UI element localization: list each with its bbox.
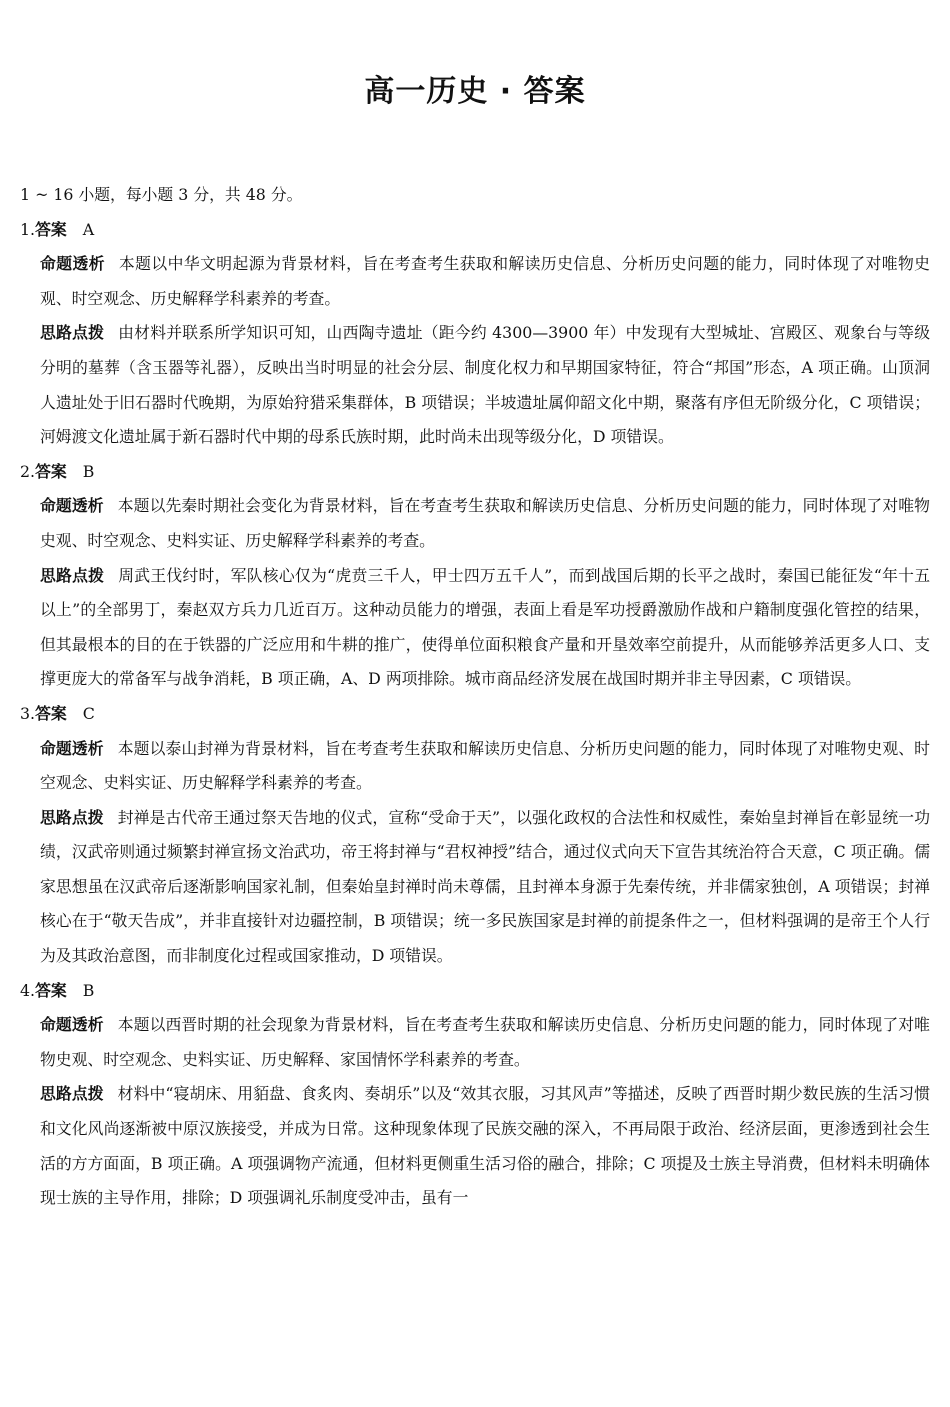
analysis-label: 命题透析 [40,496,104,516]
answer-line [20,455,930,490]
idea-paragraph [20,559,930,697]
question-number: 3. [20,703,36,723]
answer-label: 答案 [35,461,67,481]
analysis-paragraph [20,247,930,316]
page-title: 高一历史 · 答案 [364,74,586,109]
question-number: 2. [20,461,36,481]
idea-label: 思路点拨 [40,1084,104,1104]
idea-paragraph [20,316,930,454]
analysis-label: 命题透析 [40,1015,104,1035]
answer-line [20,213,930,248]
answer-line [20,974,930,1009]
answer-value: B [82,461,95,481]
analysis-text: 本题以先秦时期社会变化为背景材料，旨在考查考生获取和解读历史信息、分析历史问题的能力，同时体现了对唯物史观、时空观念、史料实证、历史解释学科素养的考查。 [40,496,930,550]
analysis-text: 本题以西晋时期的社会现象为背景材料，旨在考查考生获取和解读历史信息、分析历史问题的能力，同时体现了对唯物史观、时空观念、史料实证、历史解释、家国情怀学科素养的考查。 [40,1015,930,1069]
analysis-text: 本题以泰山封禅为背景材料，旨在考查考生获取和解读历史信息、分析历史问题的能力，同时体现了对唯物史观、时空观念、史料实证、历史解释学科素养的考查。 [40,738,930,793]
analysis-paragraph [20,732,930,801]
analysis-text: 本题以中华文明起源为背景材料，旨在考查考生获取和解读历史信息、分析历史问题的能力，同时体现了对唯物史观、时空观念、历史解释学科素养的考查。 [40,254,930,308]
answer-label: 答案 [35,703,67,723]
question-number: 1. [20,219,36,239]
question-block [20,697,930,974]
idea-paragraph [20,1077,930,1215]
question-block [20,455,930,697]
question-number: 4. [20,980,36,1000]
analysis-paragraph [20,1008,930,1077]
analysis-paragraph [20,489,930,558]
idea-text: 周武王伐纣时，军队核心仅为“虎贲三千人，甲士四万五千人”，而到战国后期的长平之战时，秦国已能征发“年十五以上”的全部男丁，秦赵双方兵力几近百万。这种动员能力的增强，表面上看是军功授爵激励作战和户籍制度强化管控的结果，但其最根本的目的在于铁器的广泛应用和牛耕的推广，使得单位面积粮食产量和开垦效率空前提升，从而能够养活更多人口、支撑更庞大的常备军与战争消耗，B 项正确，A、D 两项排除。城市商品经济发展在战国时期并非主导因素，C 项错误。 [40,565,930,689]
answer-value: C [82,703,95,723]
analysis-label: 命题透析 [40,254,105,274]
intro-line [20,178,930,213]
idea-paragraph [20,801,930,974]
answer-value: B [82,980,95,1000]
question-block [20,213,930,455]
answer-line [20,697,930,732]
idea-label: 思路点拨 [40,565,105,585]
idea-text: 封禅是古代帝王通过祭天告地的仪式，宣称“受命于天”，以强化政权的合法性和权威性，秦始皇封禅旨在彰显统一功绩，汉武帝则通过频繁封禅宣扬文治武功，帝王将封禅与“君权神授”结合，通过仪式向天下宣告其统治符合天意，C 项正确。儒家思想虽在汉武帝后逐渐影响国家礼制，但秦始皇封禅时尚未尊儒，且封禅本身源于先秦传统，并非儒家独创，A 项错误；封禅核心在于“敬天告成”，并非直接针对边疆控制，B 项错误；统一多民族国家是封禅的前提条件之一，但材料强调的是帝王个人行为及其政治意图，而非制度化过程或国家推动，D 项错误。 [40,807,930,966]
answer-value: A [82,219,95,239]
intro-text: 1 ~ 16 小题，每小题 3 分，共 48 分。 [20,185,303,204]
analysis-label: 命题透析 [40,738,104,758]
question-block [20,974,930,1216]
idea-text: 由材料并联系所学知识可知，山西陶寺遗址（距今约 4300—3900 年）中发现有大型城址、宫殿区、观象台与等级分明的墓葬（含玉器等礼器），反映出当时明显的社会分层、制度化权力和早期国家特征，符合“邦国”形态，A 项正确。山顶洞人遗址处于旧石器时代晚期，为原始狩猎采集群体，B 项错误；半坡遗址属仰韶文化中期，聚落有序但无阶级分化，C 项错误；河姆渡文化遗址属于新石器时代中期的母系氏族时期，此时尚未出现等级分化，D 项错误。 [40,323,930,447]
idea-text: 材料中“寝胡床、用貊盘、食炙肉、奏胡乐”以及“效其衣服，习其风声”等描述，反映了西晋时期少数民族的生活习惯和文化风尚逐渐被中原汉族接受，并成为日常。这种现象体现了民族交融的深入，不再局限于政治、经济层面，更渗透到社会生活的方方面面，B 项正确。A 项强调物产流通，但材料更侧重生活习俗的融合，排除；C 项提及士族主导消费，但材料未明确体现士族的主导作用，排除；D 项强调礼乐制度受冲击，虽有一 [40,1084,930,1208]
idea-label: 思路点拨 [40,323,105,343]
answer-content [20,178,930,1216]
idea-label: 思路点拨 [40,807,104,827]
answer-label: 答案 [35,980,67,1000]
answer-label: 答案 [35,219,67,239]
